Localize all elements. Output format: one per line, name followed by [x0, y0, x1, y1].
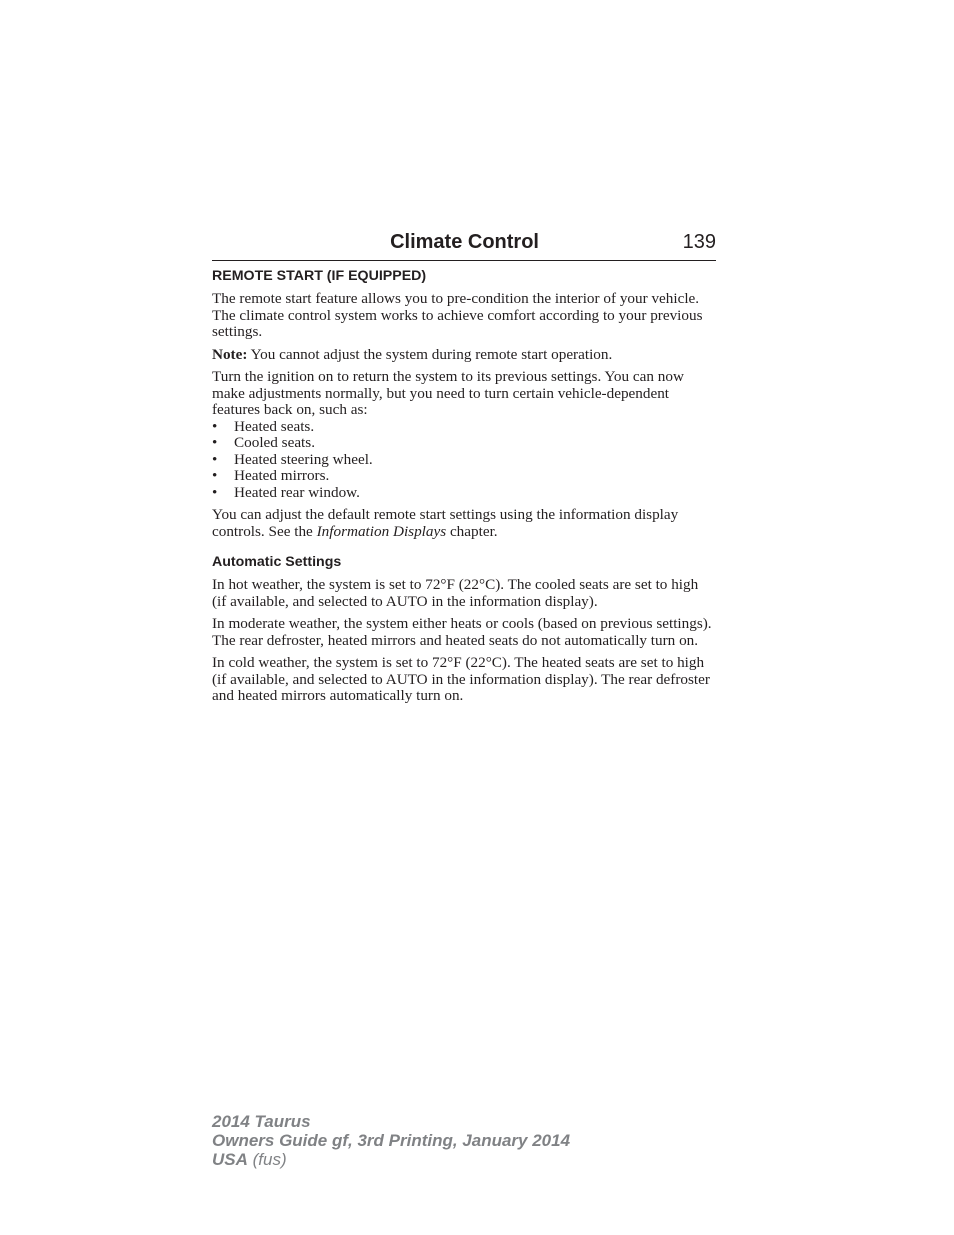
footer-market-code: USA — [212, 1150, 248, 1169]
note-label: Note: — [212, 345, 248, 363]
settings-text: You can adjust the default remote start settings using the information display controls. See the — [212, 506, 679, 540]
cold-weather-paragraph: In cold weather, the system is set to 72°F (22°C). The heated seats are set to high (if available, and selected to AUTO in the information display). The rear defroster and heated mirrors automatically turn on. — [212, 654, 710, 704]
intro-paragraph: The remote start feature allows you to pre-condition the interior of your vehicle. The climate control system works to achieve comfort according to your previous settings. — [212, 290, 703, 340]
footer-guide: Owners Guide gf, 3rd Printing, January 2014 — [212, 1131, 571, 1150]
list-item-text: Heated mirrors. — [234, 467, 330, 484]
moderate-weather-paragraph: In moderate weather, the system either heats or cools (based on previous settings). The rear defroster, heated mirrors and heated seats do not automatically turn on. — [212, 615, 712, 649]
bullet-icon: • — [212, 417, 218, 435]
list-item — [212, 485, 716, 502]
page-footer — [212, 1112, 570, 1169]
feature-list — [212, 419, 716, 502]
note-text: You cannot adjust the system during remote start operation. — [247, 345, 613, 363]
bullet-icon: • — [212, 434, 218, 451]
settings-text-end: chapter. — [446, 522, 498, 540]
list-item — [212, 435, 716, 452]
bullet-icon: • — [212, 483, 218, 501]
list-item-text: Heated steering wheel. — [234, 450, 373, 468]
footer-model: 2014 Taurus — [212, 1112, 311, 1131]
footer-market-suffix: (fus) — [247, 1150, 287, 1169]
list-item-text: Cooled seats. — [234, 434, 315, 451]
list-item-text: Heated seats. — [234, 417, 315, 435]
page-number: 139 — [682, 231, 716, 253]
chapter-reference: Information Displays — [316, 522, 447, 540]
list-item — [212, 419, 716, 436]
subsection-heading: Automatic Settings — [212, 554, 342, 570]
hot-weather-paragraph: In hot weather, the system is set to 72°F (22°C). The cooled seats are set to high (if available, and selected to AUTO in the information display). — [212, 576, 699, 610]
ignition-paragraph: Turn the ignition on to return the system to its previous settings. You can now make adjustments normally, but you need to turn certain vehicle-dependent features back on, such as: — [212, 368, 684, 418]
settings-paragraph — [212, 507, 716, 540]
list-item — [212, 468, 716, 485]
page-header — [212, 228, 716, 261]
list-item — [212, 452, 716, 469]
section-heading: REMOTE START (IF EQUIPPED) — [212, 268, 427, 284]
bullet-icon: • — [212, 467, 218, 484]
bullet-icon: • — [212, 450, 218, 468]
page-content — [212, 266, 716, 711]
list-item-text: Heated rear window. — [234, 483, 360, 501]
chapter-title: Climate Control — [390, 231, 539, 253]
footer-market — [212, 1150, 570, 1169]
note-paragraph — [212, 347, 716, 364]
